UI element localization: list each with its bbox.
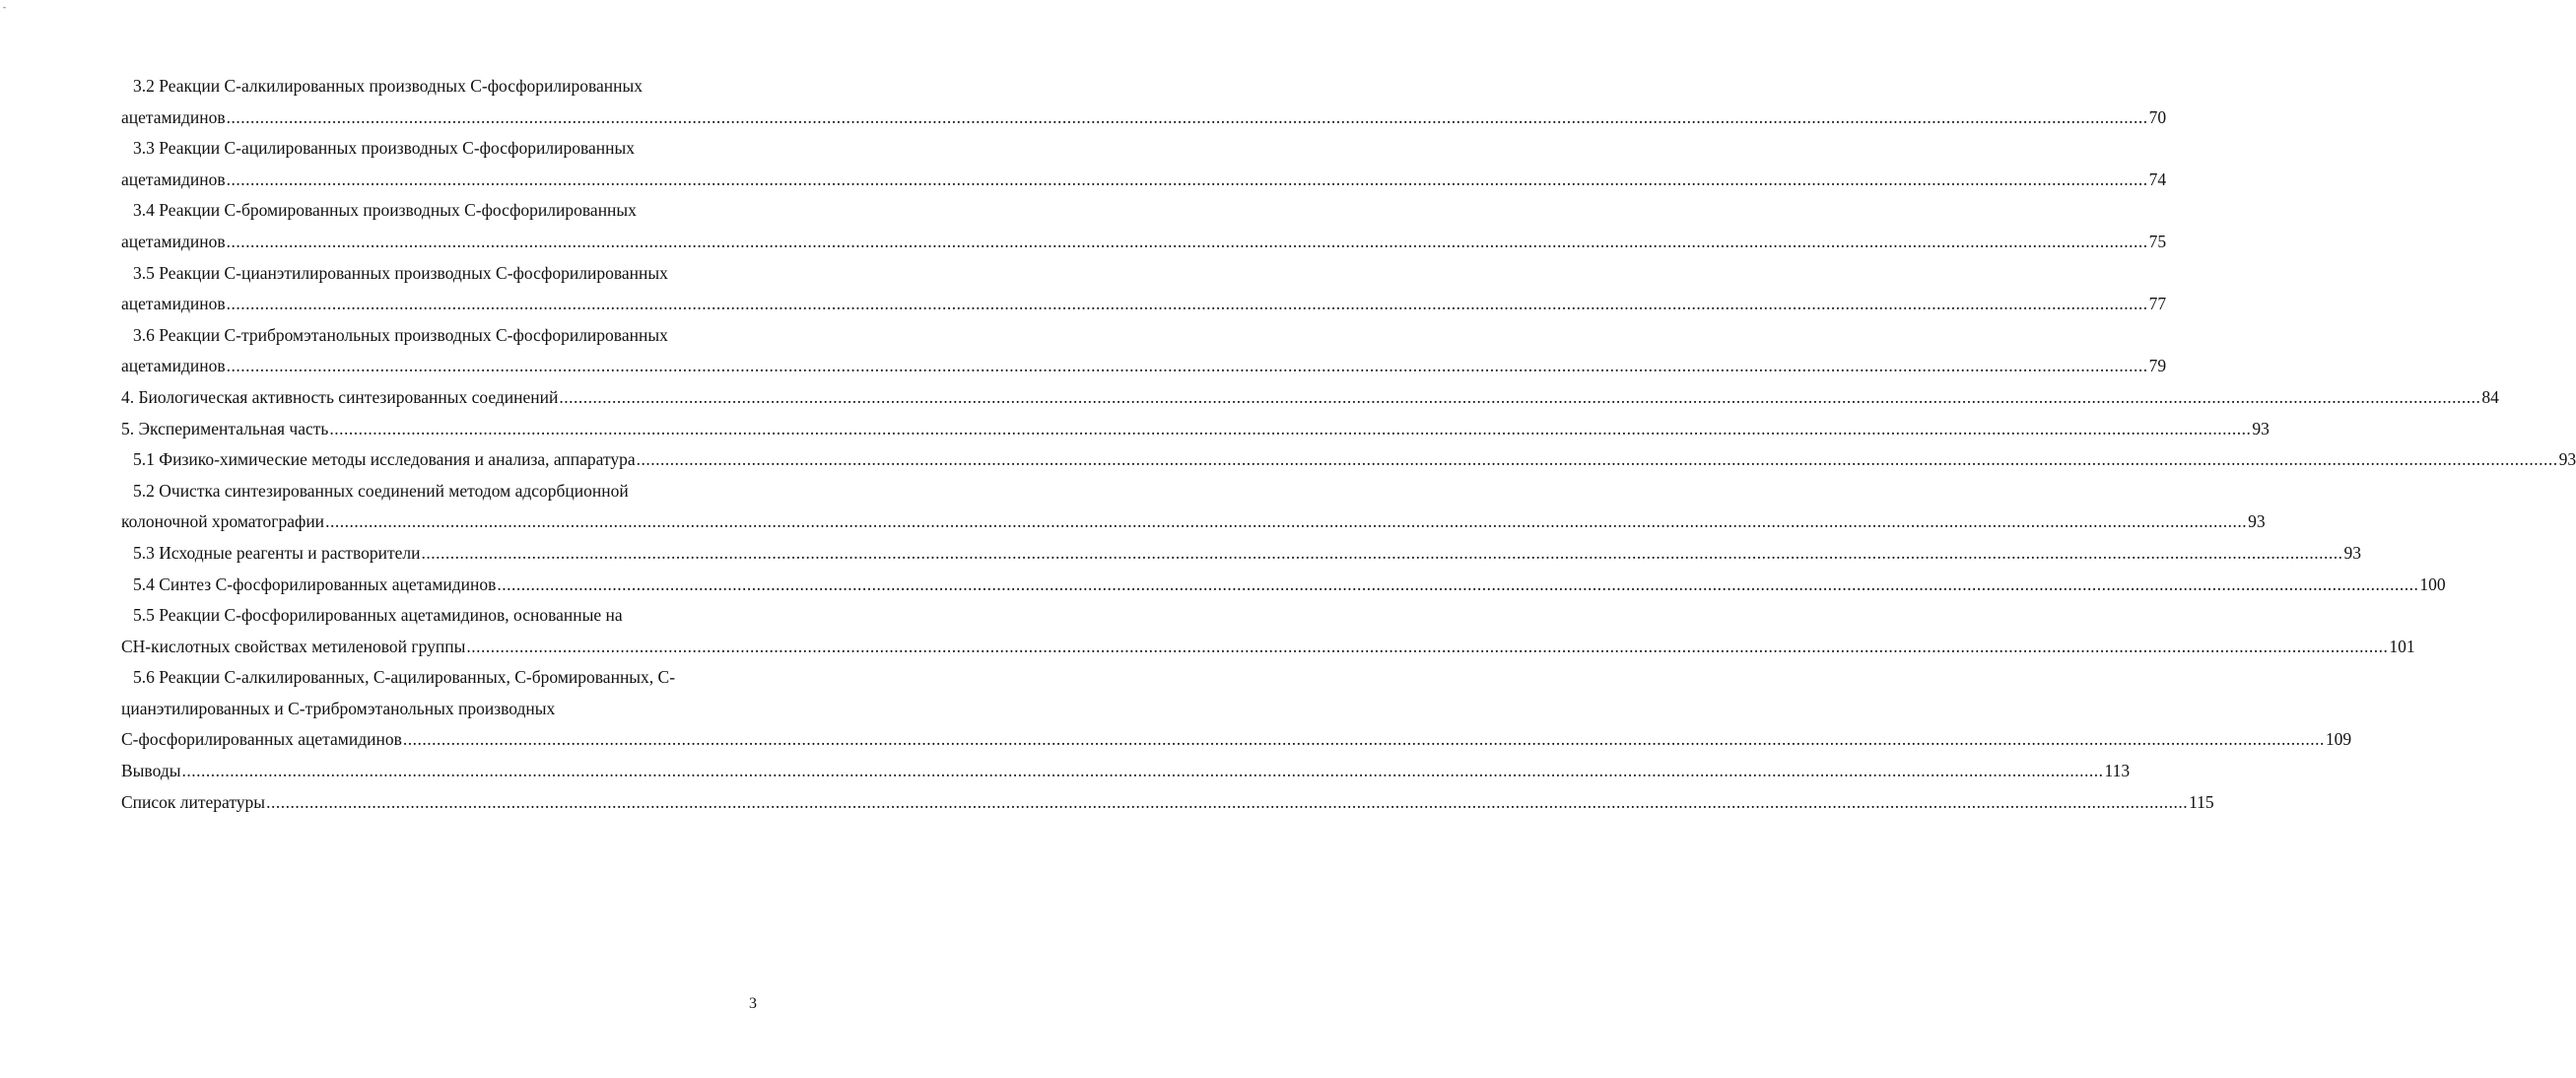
toc-leader-dots: ................................................................................................................................................................................................................................................................................................................................................................................................................ [266,791,2189,812]
toc-entry[interactable] [121,71,2167,133]
toc-entry-title: 4. Биологическая активность синтезированных соединений [121,386,559,407]
toc-entry-text-line: 5.2 Очистка синтезированных соединений методом адсорбционной [133,480,629,501]
toc-entry[interactable] [121,662,2352,756]
toc-entry-text-line: 5.5 Реакции С-фосфорилированных ацетамидинов, основанные на [133,605,623,626]
toc-entry[interactable] [121,476,2266,538]
toc-leader-dots: ................................................................................................................................................................................................................................................................................................................................................................................................................ [325,511,2248,532]
table-of-contents [121,71,2576,818]
toc-leader-dots: ................................................................................................................................................................................................................................................................................................................................................................................................................ [636,449,2558,470]
toc-entry-title: ацетамидинов [121,168,226,189]
toc-page-number: 109 [2325,729,2352,750]
toc-page-number: 70 [2148,106,2167,127]
toc-leader-dots: ................................................................................................................................................................................................................................................................................................................................................................................................................ [497,573,2419,594]
toc-entry-title: колоночной хроматографии [121,511,325,532]
toc-entry-title: 5. Экспериментальная часть [121,418,329,438]
toc-entry[interactable] [121,320,2167,382]
toc-entry-text-line: 3.4 Реакции С-бромированных производных С-фосфорилированных [133,200,637,221]
toc-leader-dots: ................................................................................................................................................................................................................................................................................................................................................................................................................ [421,542,2343,563]
toc-leader-dots: ................................................................................................................................................................................................................................................................................................................................................................................................................ [226,168,2148,189]
toc-entry[interactable] [121,538,2361,570]
toc-page-number: 84 [2481,386,2499,407]
toc-entry-title: ацетамидинов [121,231,226,251]
toc-entry-text-line: 3.5 Реакции С-цианэтилированных производных С-фосфорилированных [133,262,668,283]
toc-entry-text-line: 3.3 Реакции С-ацилированных производных С-фосфорилированных [133,138,636,159]
toc-entry-title: Список литературы [121,791,266,812]
toc-entry-title: ацетамидинов [121,294,226,314]
toc-entry-title: 5.1 Физико-химические методы исследования и анализа, аппаратура [133,449,636,470]
toc-entry-text-line: 5.6 Реакции С-алкилированных, С-ацилированных, С-бромированных, С- [133,667,676,688]
toc-entry[interactable] [121,756,2131,787]
toc-entry-text-line: 3.2 Реакции С-алкилированных производных С-фосфорилированных [133,76,644,96]
toc-page-number: 115 [2189,791,2214,812]
toc-entry[interactable] [121,600,2415,662]
toc-page-number: 74 [2148,168,2167,189]
toc-leader-dots: ................................................................................................................................................................................................................................................................................................................................................................................................................ [226,356,2148,376]
toc-leader-dots: ................................................................................................................................................................................................................................................................................................................................................................................................................ [329,418,2252,438]
toc-entry[interactable] [121,195,2167,257]
toc-page-number: 93 [2248,511,2266,532]
toc-entry-title: 5.3 Исходные реагенты и растворители [133,542,421,563]
toc-entry[interactable] [121,570,2446,601]
toc-page-number: 79 [2148,356,2167,376]
toc-page-number: 75 [2148,231,2167,251]
toc-entry[interactable] [121,787,2214,819]
toc-entry-title: Выводы [121,761,181,781]
page-number: 3 [749,995,757,1012]
toc-entry-title: ацетамидинов [121,106,226,127]
toc-page-number: 100 [2419,573,2446,594]
scan-corner-mark: - [3,2,6,12]
toc-entry[interactable] [121,133,2167,195]
toc-page-number: 113 [2104,761,2131,781]
toc-page-number: 93 [2343,542,2361,563]
toc-leader-dots: ................................................................................................................................................................................................................................................................................................................................................................................................................ [559,386,2481,407]
toc-leader-dots: ................................................................................................................................................................................................................................................................................................................................................................................................................ [181,761,2104,781]
toc-entry-title: СН-кислотных свойствах метиленовой группы [121,636,466,656]
toc-leader-dots: ................................................................................................................................................................................................................................................................................................................................................................................................................ [226,231,2148,251]
toc-page-number: 101 [2389,636,2415,656]
toc-entry-title: ацетамидинов [121,356,226,376]
toc-entry-text-line: 3.6 Реакции С-трибромэтанольных производных С-фосфорилированных [133,324,668,345]
toc-page-number: 93 [2558,449,2576,470]
toc-entry[interactable] [121,382,2499,414]
toc-entry-text-line: цианэтилированных и С-трибромэтанольных производных [121,698,556,718]
toc-entry[interactable] [121,444,2576,476]
toc-entry-title: С-фосфорилированных ацетамидинов [121,729,402,750]
toc-page-number: 93 [2252,418,2270,438]
toc-entry-title: 5.4 Синтез С-фосфорилированных ацетамидинов [133,573,497,594]
toc-entry[interactable] [121,258,2167,320]
toc-leader-dots: ................................................................................................................................................................................................................................................................................................................................................................................................................ [226,294,2148,314]
toc-leader-dots: ................................................................................................................................................................................................................................................................................................................................................................................................................ [466,636,2389,656]
toc-page-number: 77 [2148,294,2167,314]
toc-leader-dots: ................................................................................................................................................................................................................................................................................................................................................................................................................ [402,729,2325,750]
toc-entry[interactable] [121,414,2270,445]
toc-leader-dots: ................................................................................................................................................................................................................................................................................................................................................................................................................ [226,106,2148,127]
